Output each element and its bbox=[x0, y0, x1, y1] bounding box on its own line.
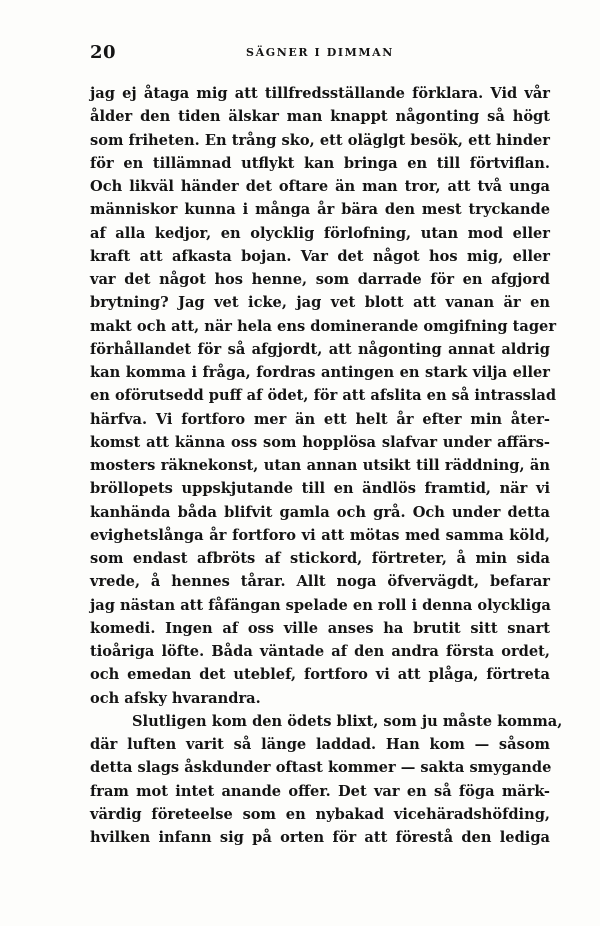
text-line: hvilken infann sig på orten för att förestå den lediga bbox=[90, 829, 550, 846]
running-title: SÄGNER I DIMMAN bbox=[246, 46, 394, 59]
text-line: Och likväl händer det oftare än man tror, att två unga bbox=[90, 178, 550, 195]
text-line: människor kunna i många år bära den mest tryckande bbox=[90, 201, 550, 219]
text-line: där luften varit så länge laddad. Han kom — såsom bbox=[90, 736, 550, 753]
text-line: kan komma i fråga, fordras antingen en stark vilja eller bbox=[90, 364, 550, 381]
text-line: kraft att afkasta bojan. Var det något hos mig, eller bbox=[90, 247, 550, 265]
text-line: kanhända båda blifvit gamla och grå. Och under detta bbox=[90, 503, 550, 521]
text-line: fram mot intet anande offer. Det var en så föga märk- bbox=[90, 782, 550, 800]
text-line: vrede, å hennes tårar. Allt noga öfvervägdt, befarar bbox=[90, 573, 550, 591]
text-line: tioåriga löfte. Båda väntade af den andra första ordet, bbox=[90, 643, 550, 660]
text-line: som friheten. En trång sko, ett oläglgt besök, ett hinder bbox=[90, 131, 550, 149]
text-line: förhållandet för så afgjordt, att någonting annat aldrig bbox=[90, 340, 550, 358]
text-line: Slutligen kom den ödets blixt, som ju måste komma, bbox=[132, 712, 563, 730]
text-line: och afsky hvarandra. bbox=[90, 689, 261, 707]
text-line: en oförutsedd puff af ödet, för att afslita en så intrasslad bbox=[90, 387, 557, 405]
text-line: makt och att, när hela ens dominerande omgifning tager bbox=[90, 317, 557, 335]
text-line: mosters räknekonst, utan annan utsikt till räddning, än bbox=[90, 457, 550, 474]
text-line: härfva. Vi fortforo mer än ett helt år efter min åter- bbox=[90, 410, 550, 428]
text-line: var det något hos henne, som darrade för en afgjord bbox=[90, 271, 550, 288]
text-line: komst att känna oss som hopplösa slafvar under affärs- bbox=[90, 433, 550, 451]
text-line: jag nästan att fåfängan spelade en roll i denna olyckliga bbox=[90, 596, 551, 614]
text-line: brytning? Jag vet icke, jag vet blott att vanan är en bbox=[90, 294, 550, 312]
text-line: och emedan det uteblef, fortforo vi att plåga, förtreta bbox=[90, 666, 550, 684]
text-line: jag ej åtaga mig att tillfredsställande förklara. Vid vår bbox=[90, 85, 550, 102]
text-line: detta slags åskdunder oftast kommer — sakta smygande bbox=[90, 759, 552, 777]
text-line: bröllopets uppskjutande till en ändlös framtid, när vi bbox=[90, 480, 550, 498]
text-line: komedi. Ingen af oss ville anses ha brutit sitt snart bbox=[90, 619, 550, 637]
page-number: 20 bbox=[90, 42, 117, 63]
page-header bbox=[90, 42, 550, 66]
text-line: värdig företeelse som en nybakad vicehäradshöfding, bbox=[90, 805, 550, 823]
body-text bbox=[90, 82, 563, 849]
text-line: som endast afbröts af stickord, förtreter, å min sida bbox=[90, 550, 550, 567]
text-line: för en tillämnad utflykt kan bringa en till förtviflan. bbox=[90, 154, 550, 172]
text-line: af alla kedjor, en olycklig förlofning, utan mod eller bbox=[90, 224, 550, 242]
text-line: evighetslånga år fortforo vi att mötas med samma köld, bbox=[90, 526, 550, 544]
text-line: ålder den tiden älskar man knappt någonting så högt bbox=[90, 108, 550, 126]
